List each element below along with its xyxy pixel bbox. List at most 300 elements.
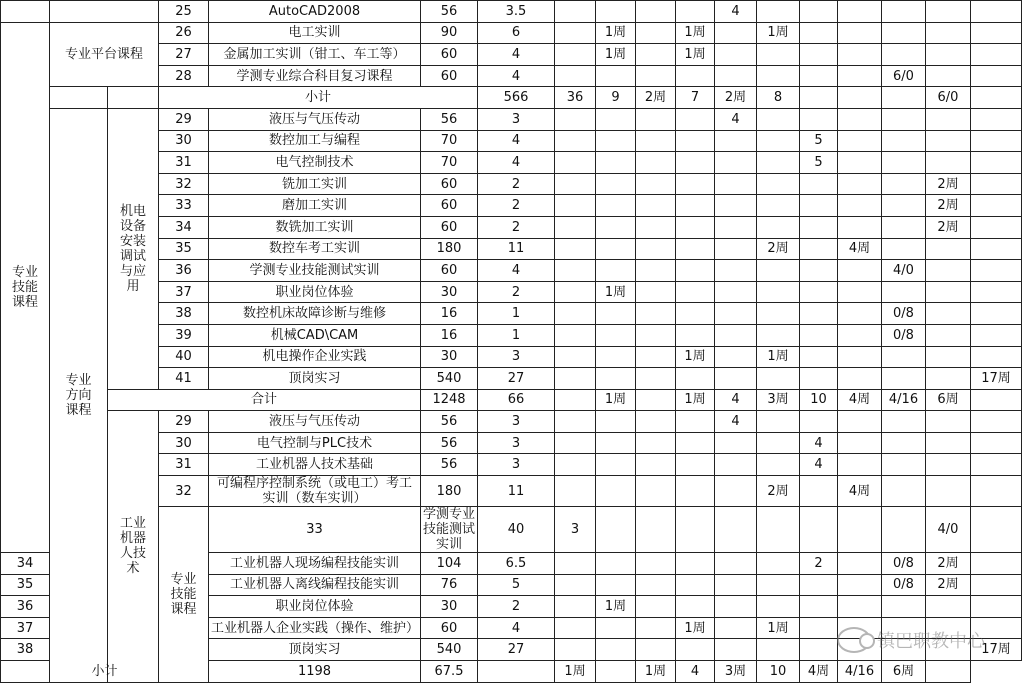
semester-cell <box>800 617 838 639</box>
semester-cell <box>838 454 882 476</box>
semester-cell <box>926 368 971 390</box>
semester-cell <box>636 238 676 260</box>
course-name: 电气控制与PLC技术 <box>209 432 421 454</box>
semester-cell: 4 <box>800 454 838 476</box>
semester-cell <box>715 303 757 325</box>
semester-cell <box>882 22 926 44</box>
course-credits: 2 <box>478 596 555 618</box>
semester-cell <box>555 617 596 639</box>
semester-cell <box>676 507 715 553</box>
semester-cell <box>596 238 636 260</box>
semester-cell <box>838 108 882 130</box>
semester-cell <box>971 596 1022 618</box>
course-name: 液压与气压传动 <box>209 411 421 433</box>
semester-cell <box>676 454 715 476</box>
course-number: 35 <box>159 238 209 260</box>
semester-cell <box>926 260 971 282</box>
semester-cell <box>800 574 838 596</box>
semester-cell: 4 <box>800 432 838 454</box>
course-hours: 40 <box>478 507 555 553</box>
semester-cell: 2 <box>800 553 838 575</box>
semester-cell <box>636 195 676 217</box>
semester-cell <box>926 639 971 661</box>
course-hours: 60 <box>421 216 478 238</box>
course-hours: 60 <box>421 44 478 66</box>
semester-cell <box>971 22 1022 44</box>
course-number: 32 <box>159 476 209 507</box>
semester-cell <box>555 281 596 303</box>
course-credits: 4 <box>478 65 555 87</box>
semester-cell: 1周 <box>596 281 636 303</box>
semester-cell <box>800 281 838 303</box>
semester-cell <box>676 1 715 23</box>
semester-cell: 2周 <box>926 195 971 217</box>
summary-cell <box>800 87 838 109</box>
semester-cell <box>715 454 757 476</box>
semester-cell <box>838 432 882 454</box>
semester-cell <box>800 195 838 217</box>
semester-cell <box>757 1 800 23</box>
semester-cell <box>555 152 596 174</box>
semester-cell <box>715 639 757 661</box>
semester-cell <box>555 303 596 325</box>
course-credits: 1 <box>478 324 555 346</box>
semester-cell <box>926 238 971 260</box>
semester-cell <box>882 507 926 553</box>
course-hours: 70 <box>421 130 478 152</box>
course-credits: 4 <box>478 130 555 152</box>
semester-cell: 2周 <box>926 553 971 575</box>
semester-cell <box>838 617 882 639</box>
semester-cell <box>800 216 838 238</box>
course-credits: 27 <box>478 368 555 390</box>
semester-cell <box>555 260 596 282</box>
semester-cell: 2周 <box>926 574 971 596</box>
semester-cell <box>926 108 971 130</box>
course-hours: 60 <box>421 195 478 217</box>
semester-cell <box>636 152 676 174</box>
semester-cell <box>715 476 757 507</box>
course-hours: 30 <box>421 281 478 303</box>
semester-cell <box>838 195 882 217</box>
semester-cell <box>882 281 926 303</box>
course-credits: 4 <box>478 152 555 174</box>
course-hours: 180 <box>421 238 478 260</box>
table-row <box>1 1 1022 23</box>
course-credits: 2 <box>478 195 555 217</box>
table-row <box>1 411 1022 433</box>
course-number: 27 <box>159 44 209 66</box>
semester-cell <box>838 596 882 618</box>
course-credits: 4 <box>478 44 555 66</box>
semester-cell <box>757 260 800 282</box>
semester-cell <box>715 195 757 217</box>
semester-cell <box>715 152 757 174</box>
semester-cell <box>596 553 636 575</box>
course-hours: 70 <box>421 152 478 174</box>
semester-cell: 4 <box>715 1 757 23</box>
course-name: 数控加工与编程 <box>209 130 421 152</box>
course-hours: 56 <box>421 411 478 433</box>
semester-cell <box>636 44 676 66</box>
course-hours: 90 <box>421 22 478 44</box>
summary-cell: 2周 <box>715 87 757 109</box>
semester-cell <box>596 411 636 433</box>
semester-cell <box>636 476 676 507</box>
semester-cell <box>971 324 1022 346</box>
semester-cell <box>757 44 800 66</box>
semester-cell <box>971 44 1022 66</box>
semester-cell <box>636 454 676 476</box>
course-name: 铣加工实训 <box>209 173 421 195</box>
summary-cell: 6周 <box>882 661 926 683</box>
course-name: 可编程序控制系统（或电工）考工实训（数车实训） <box>209 476 421 507</box>
semester-cell <box>596 130 636 152</box>
course-number: 26 <box>159 22 209 44</box>
semester-cell <box>555 65 596 87</box>
course-hours: 56 <box>421 454 478 476</box>
course-number: 32 <box>159 173 209 195</box>
course-number: 37 <box>1 617 50 639</box>
semester-cell <box>757 216 800 238</box>
semester-cell <box>757 65 800 87</box>
course-hours: 16 <box>421 303 478 325</box>
semester-cell: 2周 <box>926 173 971 195</box>
semester-cell <box>757 195 800 217</box>
semester-cell <box>757 281 800 303</box>
course-number: 41 <box>159 368 209 390</box>
semester-cell <box>555 432 596 454</box>
semester-cell <box>715 281 757 303</box>
semester-cell <box>926 454 971 476</box>
course-credits: 3.5 <box>478 1 555 23</box>
course-number: 38 <box>159 303 209 325</box>
semester-cell <box>676 368 715 390</box>
course-hours: 60 <box>421 260 478 282</box>
semester-cell <box>800 639 838 661</box>
course-credits: 2 <box>478 281 555 303</box>
semester-cell <box>838 1 882 23</box>
table-body <box>1 1 1022 683</box>
summary-cell <box>882 87 926 109</box>
category-cell <box>108 87 159 109</box>
table-row <box>1 389 1022 411</box>
semester-cell <box>926 617 971 639</box>
semester-cell <box>676 260 715 282</box>
course-name: 磨加工实训 <box>209 195 421 217</box>
semester-cell: 4/0 <box>882 260 926 282</box>
semester-cell <box>555 44 596 66</box>
semester-cell: 1周 <box>757 22 800 44</box>
course-number: 29 <box>159 411 209 433</box>
course-name: 学测专业综合科目复习课程 <box>209 65 421 87</box>
semester-cell <box>596 574 636 596</box>
semester-cell <box>715 346 757 368</box>
summary-cell: 1248 <box>421 389 478 411</box>
course-number: 38 <box>1 639 50 661</box>
semester-cell <box>676 65 715 87</box>
summary-cell <box>596 661 636 683</box>
category-skill-courses-bottom: 专业 技能 课程 <box>159 507 209 683</box>
summary-cell: 3周 <box>715 661 757 683</box>
semester-cell <box>715 368 757 390</box>
semester-cell <box>971 617 1022 639</box>
semester-cell: 5 <box>800 130 838 152</box>
table-row <box>1 108 1022 130</box>
semester-cell <box>800 346 838 368</box>
semester-cell <box>636 574 676 596</box>
semester-cell <box>715 553 757 575</box>
semester-cell <box>715 238 757 260</box>
course-name: 金属加工实训（钳工、车工等） <box>209 44 421 66</box>
semester-cell <box>971 1 1022 23</box>
semester-cell <box>971 108 1022 130</box>
semester-cell: 1周 <box>596 22 636 44</box>
semester-cell <box>838 346 882 368</box>
semester-cell <box>926 65 971 87</box>
semester-cell <box>926 411 971 433</box>
table-row <box>1 87 1022 109</box>
course-name: 电工实训 <box>209 22 421 44</box>
semester-cell <box>757 639 800 661</box>
semester-cell <box>800 303 838 325</box>
course-number: 31 <box>159 152 209 174</box>
semester-cell <box>971 574 1022 596</box>
summary-cell: 66 <box>478 389 555 411</box>
table-row <box>1 661 1022 683</box>
summary-cell: 9 <box>596 87 636 109</box>
course-credits: 3 <box>555 507 596 553</box>
course-name: 工业机器人企业实践（操作、维护） <box>209 617 421 639</box>
semester-cell <box>636 22 676 44</box>
semester-cell <box>715 432 757 454</box>
semester-cell <box>676 195 715 217</box>
course-credits: 4 <box>478 260 555 282</box>
semester-cell <box>596 216 636 238</box>
semester-cell <box>800 108 838 130</box>
semester-cell <box>838 44 882 66</box>
semester-cell: 4/0 <box>926 507 971 553</box>
summary-cell <box>555 389 596 411</box>
course-number: 33 <box>209 507 421 553</box>
course-name: 数控车考工实训 <box>209 238 421 260</box>
course-credits: 3 <box>478 411 555 433</box>
summary-cell: 3周 <box>757 389 800 411</box>
semester-cell <box>757 454 800 476</box>
semester-cell <box>636 173 676 195</box>
course-number: 31 <box>159 454 209 476</box>
semester-cell <box>596 507 636 553</box>
semester-cell <box>555 324 596 346</box>
semester-cell <box>971 173 1022 195</box>
track-mechatronics: 机电 设备 安装 调试 与应 用 <box>108 108 159 389</box>
semester-cell: 1周 <box>596 44 636 66</box>
semester-cell <box>838 260 882 282</box>
summary-cell: 4/16 <box>882 389 926 411</box>
semester-cell <box>882 368 926 390</box>
course-name: 职业岗位体验 <box>209 596 421 618</box>
semester-cell <box>838 216 882 238</box>
semester-cell <box>596 1 636 23</box>
category-skill-courses: 专业 技能 课程 <box>1 22 50 552</box>
category-direction-courses: 专业 方向 课程 <box>50 108 108 682</box>
semester-cell <box>676 639 715 661</box>
semester-cell <box>757 173 800 195</box>
summary-cell: 36 <box>555 87 596 109</box>
semester-cell: 2周 <box>926 216 971 238</box>
semester-cell <box>715 65 757 87</box>
semester-cell <box>596 260 636 282</box>
semester-cell <box>971 432 1022 454</box>
semester-cell <box>715 216 757 238</box>
semester-cell <box>757 108 800 130</box>
course-hours: 30 <box>421 346 478 368</box>
semester-cell <box>882 411 926 433</box>
semester-cell <box>971 65 1022 87</box>
semester-cell <box>971 454 1022 476</box>
semester-cell <box>555 195 596 217</box>
semester-cell <box>715 173 757 195</box>
semester-cell <box>596 303 636 325</box>
semester-cell: 1周 <box>676 346 715 368</box>
summary-cell: 1周 <box>636 661 676 683</box>
semester-cell <box>757 324 800 346</box>
summary-cell: 10 <box>800 389 838 411</box>
semester-cell <box>882 216 926 238</box>
course-hours: 540 <box>421 368 478 390</box>
semester-cell <box>757 368 800 390</box>
course-name: 学测专业技能测试实训 <box>209 260 421 282</box>
semester-cell <box>715 617 757 639</box>
semester-cell: 17周 <box>971 639 1022 661</box>
semester-cell <box>838 152 882 174</box>
semester-cell <box>838 639 882 661</box>
semester-cell <box>555 108 596 130</box>
semester-cell <box>596 108 636 130</box>
summary-cell: 4周 <box>800 661 838 683</box>
course-number: 36 <box>1 596 50 618</box>
course-credits: 3 <box>478 454 555 476</box>
semester-cell <box>757 411 800 433</box>
course-credits: 11 <box>478 238 555 260</box>
course-hours: 60 <box>421 173 478 195</box>
course-name: 工业机器人技术基础 <box>209 454 421 476</box>
summary-cell <box>926 661 971 683</box>
course-credits: 5 <box>478 574 555 596</box>
semester-cell <box>715 22 757 44</box>
semester-cell <box>971 476 1022 507</box>
summary-cell: 4 <box>715 389 757 411</box>
course-credits: 6 <box>478 22 555 44</box>
semester-cell <box>676 303 715 325</box>
semester-cell <box>676 411 715 433</box>
semester-cell <box>838 324 882 346</box>
course-name: 数铣加工实训 <box>209 216 421 238</box>
semester-cell <box>596 195 636 217</box>
semester-cell <box>838 303 882 325</box>
semester-cell <box>676 596 715 618</box>
semester-cell: 2周 <box>757 476 800 507</box>
semester-cell: 4周 <box>838 238 882 260</box>
semester-cell: 1周 <box>757 346 800 368</box>
semester-cell <box>838 281 882 303</box>
semester-cell <box>555 238 596 260</box>
semester-cell <box>757 432 800 454</box>
semester-cell <box>800 411 838 433</box>
semester-cell: 1周 <box>757 617 800 639</box>
semester-cell <box>676 324 715 346</box>
semester-cell <box>636 639 676 661</box>
summary-cell: 6周 <box>926 389 971 411</box>
semester-cell <box>838 411 882 433</box>
semester-cell <box>636 281 676 303</box>
course-name: 机电操作企业实践 <box>209 346 421 368</box>
semester-cell <box>636 507 676 553</box>
summary-cell <box>971 87 1022 109</box>
course-number: 35 <box>1 574 50 596</box>
semester-cell <box>555 596 596 618</box>
semester-cell <box>838 368 882 390</box>
semester-cell <box>882 173 926 195</box>
semester-cell: 4 <box>715 108 757 130</box>
course-name: AutoCAD2008 <box>209 1 421 23</box>
semester-cell <box>838 65 882 87</box>
course-number: 30 <box>159 432 209 454</box>
semester-cell <box>715 574 757 596</box>
course-name: 电气控制技术 <box>209 152 421 174</box>
semester-cell <box>676 476 715 507</box>
semester-cell <box>636 303 676 325</box>
semester-cell <box>882 152 926 174</box>
semester-cell <box>800 65 838 87</box>
summary-cell: 566 <box>478 87 555 109</box>
semester-cell <box>636 368 676 390</box>
semester-cell <box>882 617 926 639</box>
semester-cell <box>838 553 882 575</box>
semester-cell <box>636 432 676 454</box>
course-credits: 1 <box>478 303 555 325</box>
summary-cell: 2周 <box>636 87 676 109</box>
semester-cell <box>882 130 926 152</box>
semester-cell <box>838 130 882 152</box>
course-hours: 30 <box>421 596 478 618</box>
summary-cell: 8 <box>757 87 800 109</box>
semester-cell <box>926 346 971 368</box>
semester-cell <box>926 596 971 618</box>
course-name: 工业机器人现场编程技能实训 <box>209 553 421 575</box>
semester-cell <box>636 65 676 87</box>
semester-cell <box>676 173 715 195</box>
summary-cell: 1周 <box>555 661 596 683</box>
course-name: 顶岗实习 <box>209 368 421 390</box>
semester-cell <box>596 454 636 476</box>
semester-cell <box>971 303 1022 325</box>
semester-cell <box>715 324 757 346</box>
course-name: 数控机床故障诊断与维修 <box>209 303 421 325</box>
semester-cell <box>715 507 757 553</box>
semester-cell <box>676 281 715 303</box>
summary-cell: 4周 <box>838 389 882 411</box>
semester-cell <box>636 411 676 433</box>
total-label: 合计 <box>108 389 421 411</box>
semester-cell <box>882 454 926 476</box>
semester-cell <box>757 152 800 174</box>
summary-cell: 4/16 <box>838 661 882 683</box>
semester-cell: 1周 <box>676 22 715 44</box>
course-hours: 180 <box>421 476 478 507</box>
summary-cell: 10 <box>757 661 800 683</box>
semester-cell <box>596 173 636 195</box>
